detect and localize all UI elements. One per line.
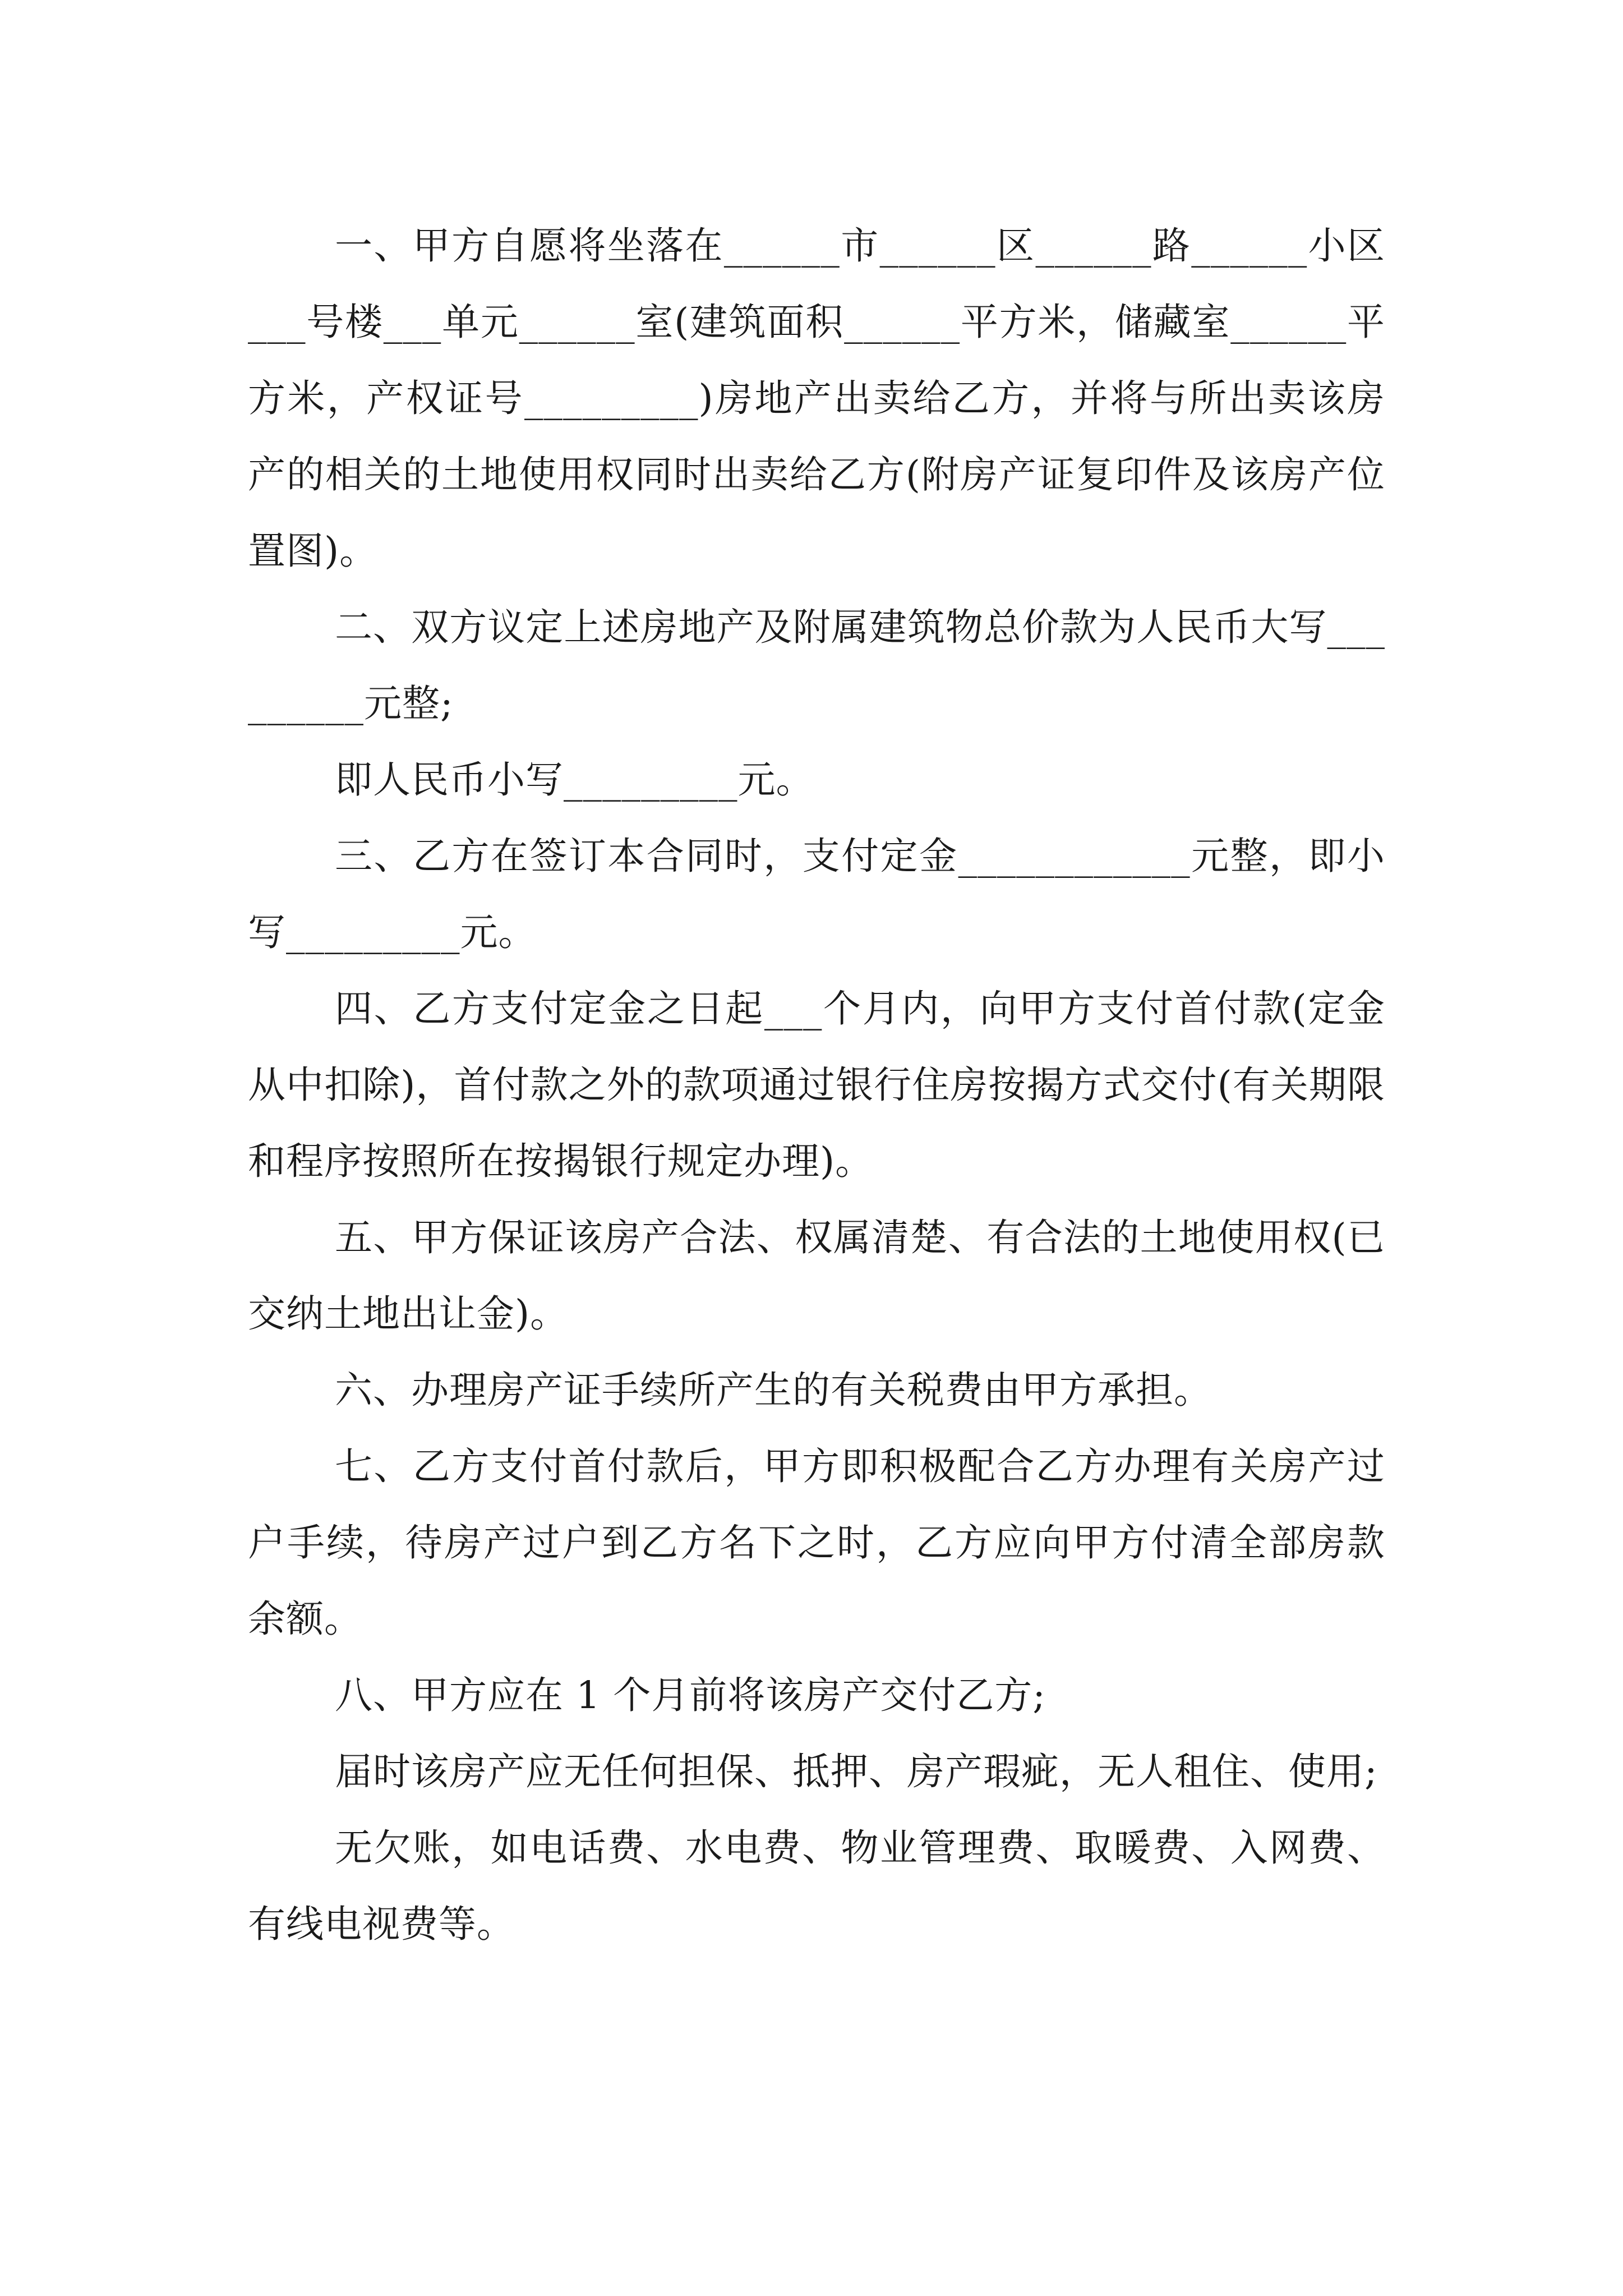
clause-7-paragraph: 七、乙方支付首付款后，甲方即积极配合乙方办理有关房产过户手续，待房产过户到乙方名下之时，乙方应向甲方付清全部房款余额。 [248,1444,1385,1641]
contract-body [248,208,1385,1962]
clause-2-amount-paragraph: 即人民币小写_________元。 [335,758,814,802]
clause-5-paragraph: 五、甲方保证该房产合法、权属清楚、有合法的土地使用权(已交纳土地出让金)。 [248,1216,1385,1336]
clause-8-paragraph: 八、甲方应在 1 个月前将该房产交付乙方; [335,1673,1046,1717]
clause-3-paragraph: 三、乙方在签订本合同时，支付定金____________元整，即小写_________元。 [248,834,1385,954]
clause-2-paragraph: 二、双方议定上述房地产及附属建筑物总价款为人民币大写_________元整; [248,605,1385,725]
clause-6-paragraph: 六、办理房产证手续所产生的有关税费由甲方承担。 [335,1368,1212,1412]
clause-1-paragraph: 一、甲方自愿将坐落在______市______区______路______小区___号楼___单元______室(建筑面积______平方米，储藏室______平方米，产权证号_________)房地产出卖给乙方，并将与所出卖该房产的相关的土地使用权同时出卖给乙方(附房产证复印件及该房产位置图)。 [248,224,1385,573]
clause-4-paragraph: 四、乙方支付定金之日起___个月内，向甲方支付首付款(定金从中扣除)，首付款之外的款项通过银行住房按揭方式交付(有关期限和程序按照所在按揭银行规定办理)。 [248,987,1385,1183]
clause-8-arrears-paragraph: 无欠账，如电话费、水电费、物业管理费、取暖费、入网费、有线电视费等。 [248,1826,1385,1946]
clause-8-condition-paragraph: 届时该房产应无任何担保、抵押、房产瑕疵，无人租住、使用; [335,1750,1378,1793]
